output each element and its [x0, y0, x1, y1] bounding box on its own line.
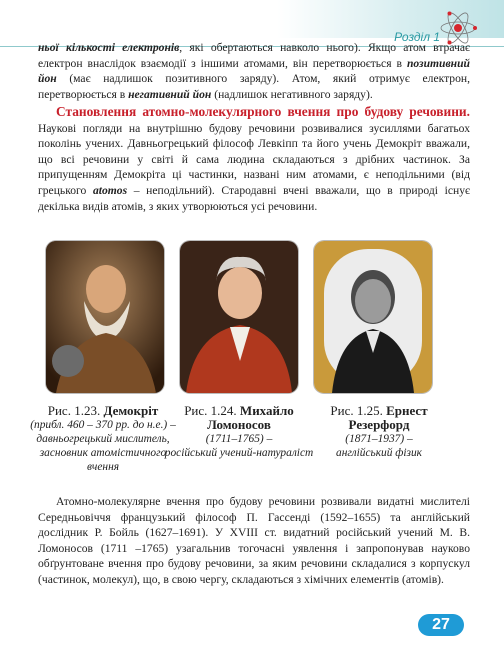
term-negative-ion: негативний йон	[128, 87, 212, 101]
portrait-rutherford	[314, 241, 432, 393]
figure-dates: (1711–1765) –	[205, 433, 273, 445]
figure-number: Рис. 1.25.	[330, 403, 383, 418]
term-electrons: ньої кількості електронів	[38, 41, 180, 54]
figure-name: Ернест Резерфорд	[348, 403, 428, 432]
portrait-lomonosov	[180, 241, 298, 393]
section-heading: Становлення атомно-молекулярного вчення про будову речовини.	[56, 104, 470, 119]
section-label: Розділ 1	[394, 30, 440, 44]
paragraph-history	[38, 104, 470, 214]
figure-dates: (прибл. 460 – 370 рр. до н.е.) –	[30, 419, 176, 431]
figure-description: давньогрецький мислитель, засновник атомістичного вчення	[36, 433, 170, 473]
caption-democritus	[28, 404, 178, 474]
caption-rutherford	[304, 404, 454, 460]
figure-description: англійський фізик	[336, 447, 422, 459]
paragraph-development: Атомно-молекулярне вчення про будову речовини розвивали видатні мислителі Середньовіччя французький філософ П. Гассенді (1592–1655) та англійський дослідник Р. Бойль (1627–1691). У XVIII ст. видатний російський учений М. В. Ломоносов (1711 –1765) узагальнив тогочасні уявлення і запропонував науково обґрунтоване вчення про будову речовини, за яким речовини складалися з корпускул (частинок, молекул), що, в свою чергу, складаються з хімічних елементів (атомів).	[38, 495, 470, 586]
text: (має надлишок позитивного заряду). Атом, який отримує електрон, перетворюється в	[38, 72, 470, 101]
figure-name: Михайло Ломоносов	[207, 403, 294, 432]
figure-number: Рис. 1.23.	[47, 403, 101, 418]
portrait-democritus	[46, 241, 164, 393]
page-number-badge: 27	[418, 614, 464, 636]
text: , які обертаються навколо нього). Якщо атом втрачає електрон внаслідок взаємодії з іншими атомами, він перетворюється в	[38, 41, 470, 70]
caption-lomonosov	[164, 404, 314, 460]
term-atomos: atomos	[92, 183, 128, 197]
term-positive-ion: позитивний йон	[38, 56, 470, 86]
text: Наукові погляди на внутрішню будову речовини розвивалися зусиллями багатьох поколінь учених. Давньогрецький філософ Левкіпп та його учень Демокріт вважали, що всі речовини у світі й сама людина складаються з дрібних частинок. За припущенням Демокріта ці частинки, названі ним атомами, є неподільними (від грецького	[38, 121, 470, 197]
figure-name: Демокріт	[103, 403, 159, 418]
figure-number: Рис. 1.24.	[184, 403, 237, 418]
figure-dates: (1871–1937) –	[345, 433, 413, 445]
figure-description: російський учений-натураліст	[164, 447, 314, 459]
text: – неподільний). Стародавні вчені вважали, що в природі існує декілька видів атомів, з яких утворюються усі речовини.	[38, 183, 470, 213]
text: (надлишок негативного заряду).	[211, 87, 373, 101]
paragraph-ions	[38, 40, 470, 102]
